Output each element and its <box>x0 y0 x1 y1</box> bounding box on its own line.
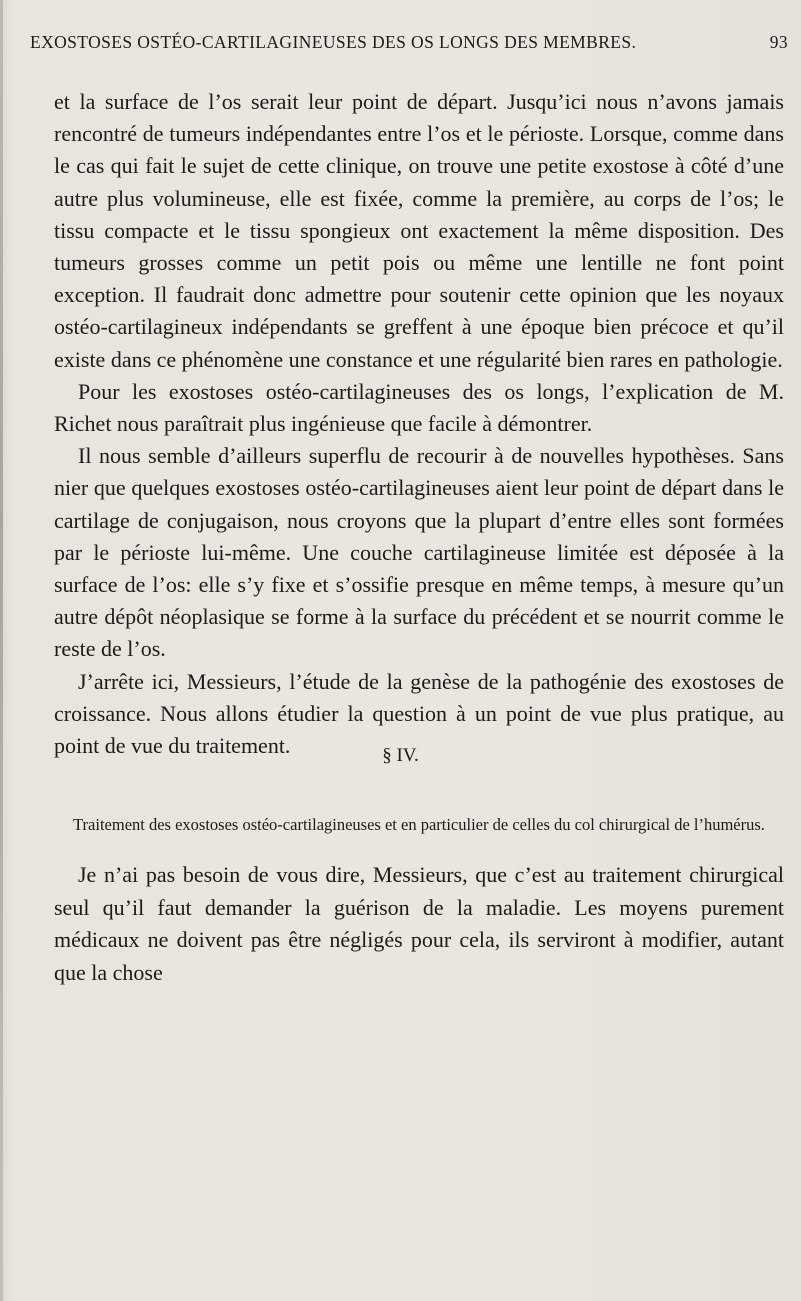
page-number: 93 <box>769 32 788 52</box>
paragraph-2: Pour les exostoses ostéo-cartilagineuses des os longs, l’explication de M. Richet nous paraîtrait plus ingénieuse que facile à démontrer. <box>54 378 784 437</box>
page-gutter-edge <box>0 0 3 1301</box>
running-header-title: EXOSTOSES OSTÉO-CARTILAGINEUSES DES OS LONGS DES MEMBRES. <box>30 32 637 52</box>
body-text-block <box>54 86 784 762</box>
paragraph-5: Je n’ai pas besoin de vous dire, Messieurs, que c’est au traitement chirurgical seul qu’il faut demander la guérison de la maladie. Les moyens purement médicaux ne doivent pas être négligés pour cela, ils serviront à modifier, autant que la chose <box>54 862 784 985</box>
section-heading: § IV. <box>382 745 419 766</box>
running-header <box>30 32 788 53</box>
paragraph-3: Il nous semble d’ailleurs superflu de recourir à de nouvelles hypothèses. Sans nier que quelques exostoses ostéo-cartilagineuses aient leur point de départ dans le cartilage de conjugaison, nous croyons que la plupart d’entre elles sont formées par le périoste lui-même. Une couche cartilagineuse limitée est déposée à la surface de l’os: elle s’y fixe et s’ossifie presque en même temps, à mesure qu’un autre dépôt néoplasique se forme à la surface du précédent et se nourrit comme le reste de l’os. <box>54 443 784 662</box>
section-subtitle: Traitement des exostoses ostéo-cartilagineuses et en particulier de celles du col chirurgical de l’humérus. <box>73 815 765 834</box>
paragraph-1: et la surface de l’os serait leur point de départ. Jusqu’ici nous n’avons jamais rencontré de tumeurs indépendantes entre l’os et le périoste. Lorsque, comme dans le cas qui fait le sujet de cette clinique, on trouve une petite exostose à côté d’une autre plus volumineuse, elle est fixée, comme la première, au corps de l’os; le tissu compacte et le tissu spongieux ont exactement la même disposition. Des tumeurs grosses comme un petit pois ou même une lentille ne font point exception. Il faudrait donc admettre pour soutenir cette opinion que les noyaux ostéo-cartilagineux indépendants se greffent à une époque bien précoce et qu’il existe dans ce phénomène une constance et une régularité bien rares en pathologie. <box>54 89 784 372</box>
body-text-block-2 <box>54 859 784 989</box>
paragraph-4: J’arrête ici, Messieurs, l’étude de la genèse de la pathogénie des exostoses de croissance. Nous allons étudier la question à un point de vue plus pratique, au point de vue du traitement. <box>54 668 784 759</box>
